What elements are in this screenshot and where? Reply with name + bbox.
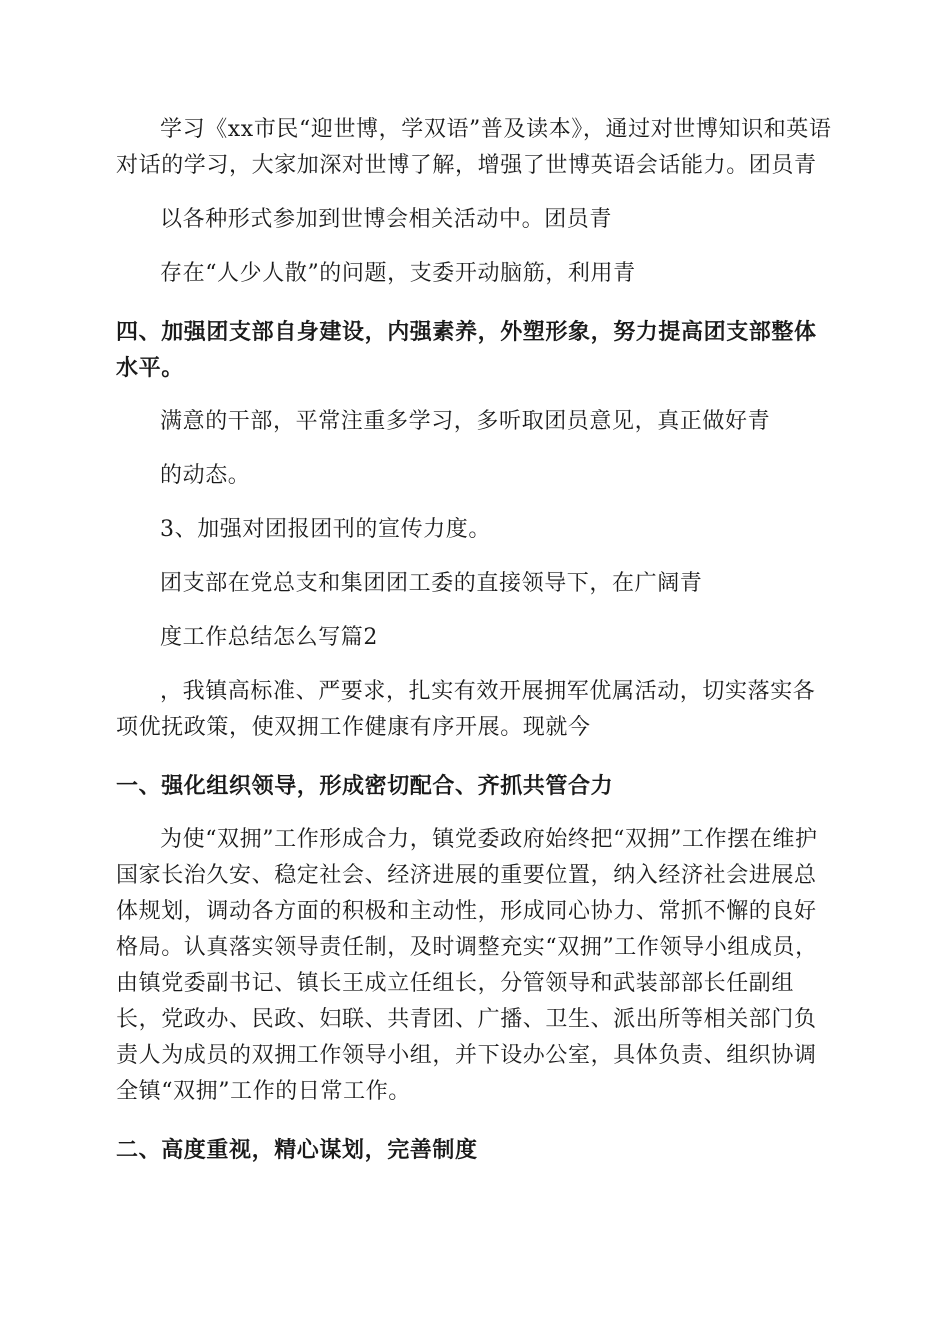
paragraph: 3、加强对团报团刊的宣传力度。 <box>160 517 491 542</box>
paragraph: 存在“人少人散”的问题，支委开动脑筋，利用青 <box>160 261 636 286</box>
paragraph: 满意的干部，平常注重多学习，多听取团员意见，真正做好青 <box>160 409 771 434</box>
paragraph: 的动态。 <box>160 463 251 488</box>
paragraph: 团支部在党总支和集团团工委的直接领导下，在广阔青 <box>160 571 703 596</box>
paragraph: 以各种形式参加到世博会相关活动中。团员青 <box>160 207 613 232</box>
section-heading: 四、加强团支部自身建设，内强素养，外塑形象，努力提高团支部整体水平。 <box>116 319 817 381</box>
paragraph: ，我镇高标准、严要求，扎实有效开展拥军优属活动，切实落实各项优抚政策，使双拥工作健康有序开展。现就今 <box>116 679 816 740</box>
document-page <box>116 112 834 1168</box>
paragraph: 为使“双拥”工作形成合力，镇党委政府始终把“双拥”工作摆在维护国家长治久安、稳定社会、经济进展的重要位置，纳入经济社会进展总体规划，调动各方面的积极和主动性，形成同心协力、常抓不懈的良好格局。认真落实领导责任制，及时调整充实“双拥”工作领导小组成员，由镇党委副书记、镇长王成立任组长，分管领导和武装部部长任副组长，党政办、民政、妇联、共青团、广播、卫生、派出所等相关部门负责人为成员的双拥工作领导小组，并下设办公室，具体负责、组织协调全镇“双拥”工作的日常工作。 <box>116 827 818 1104</box>
section-heading: 二、高度重视，精心谋划，完善制度 <box>116 1137 478 1163</box>
paragraph: 度工作总结怎么写篇2 <box>160 625 378 650</box>
section-heading: 一、强化组织领导，形成密切配合、齐抓共管合力 <box>116 773 614 799</box>
paragraph: 学习《xx市民“迎世博，学双语”普及读本》，通过对世博知识和英语对话的学习，大家加深对世博了解，增强了世博英语会话能力。团员青 <box>116 117 832 178</box>
